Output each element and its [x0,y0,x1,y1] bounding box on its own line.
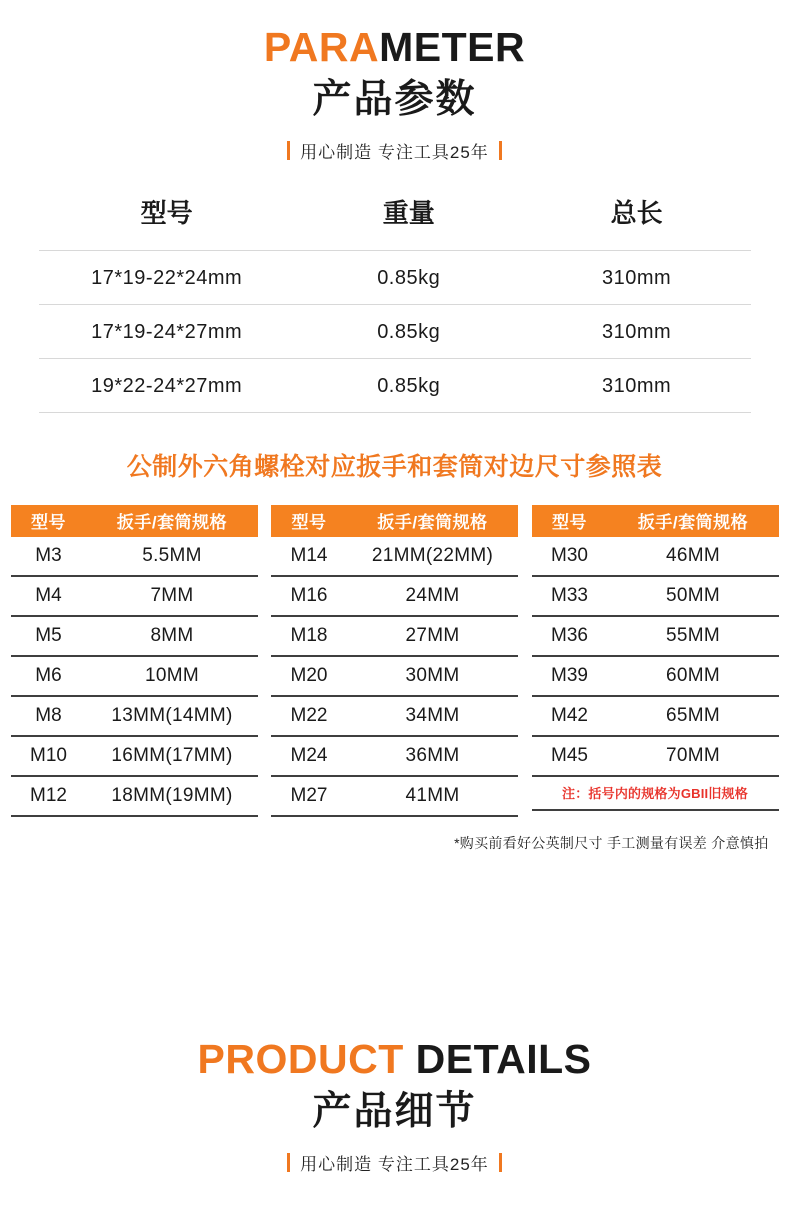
table-row [271,737,518,777]
reference-cell-model: M24 [290,744,328,766]
reference-cell-spec: 5.5MM [142,544,202,566]
reference-cell-model: M36 [551,624,588,646]
spec-cell-model: 17*19-22*24mm [39,250,295,304]
reference-cell-spec: 36MM [405,744,460,766]
details-title-en-rest: DETAILS [403,1036,592,1082]
reference-cell-spec: 70MM [666,744,720,766]
details-title-en [0,1036,789,1083]
table-row [532,577,779,617]
spec-cell-length: 310mm [523,250,751,304]
table-row [532,657,779,697]
reference-column-3-header [532,505,779,537]
spec-table [39,193,751,413]
reference-cell-model: M42 [551,704,588,726]
spec-table-header-row [39,193,751,251]
reference-cell-model: M3 [35,544,62,566]
reference-cell-spec: 65MM [666,704,720,726]
reference-header-model: 型号 [552,513,587,533]
reference-cell-model: M33 [551,584,588,606]
table-row [11,537,258,577]
reference-cell-model: M30 [551,544,588,566]
reference-column-1-header [11,505,258,537]
details-subtitle: 用心制造 专注工具25年 [300,1154,489,1174]
parameter-title-cn: 产品参数 [312,78,477,122]
table-row [11,617,258,657]
reference-cell-spec: 7MM [150,584,194,606]
reference-cell-spec: 46MM [666,544,720,566]
reference-header-model: 型号 [31,513,66,533]
spec-cell-weight: 0.85kg [295,304,523,358]
spec-header-length: 总长 [523,193,751,251]
table-row [532,537,779,577]
divider-bar-right-icon [499,141,502,160]
reference-cell-model: M8 [35,704,62,726]
divider-bar-left-icon [287,1153,290,1172]
reference-cell-model: M4 [35,584,62,606]
parameter-title-en-rest: METER [379,24,526,70]
table-row [271,657,518,697]
table-row [11,697,258,737]
reference-table-title: 公制外六角螺栓对应扳手和套筒对边尺寸参照表 [126,452,663,481]
details-title-cn: 产品细节 [312,1090,477,1134]
parameter-title-en [0,24,789,71]
reference-cell-model: M27 [290,784,328,806]
divider-bar-left-icon [287,141,290,160]
parameter-title-en-accent: PARA [263,24,380,70]
table-row [532,697,779,737]
spec-cell-model: 17*19-24*27mm [39,304,295,358]
spec-cell-model: 19*22-24*27mm [39,358,295,412]
spec-header-weight: 重量 [295,193,523,251]
reference-column-2 [271,505,518,817]
reference-cell-model: M6 [35,664,62,686]
details-title-en-accent: PRODUCT [197,1036,404,1082]
table-row [39,250,751,304]
reference-cell-spec: 27MM [405,624,460,646]
reference-cell-model: M45 [551,744,588,766]
reference-cell-model: M20 [290,664,328,686]
reference-header-spec: 扳手/套筒规格 [377,513,488,533]
details-subtitle-row [0,1150,789,1175]
reference-cell-model: M12 [30,784,67,806]
reference-cell-model: M18 [290,624,328,646]
parameter-subtitle-row [0,138,789,163]
reference-cell-spec: 34MM [405,704,460,726]
table-row [11,777,258,817]
parameter-section-header [0,0,789,163]
reference-cell-spec: 18MM(19MM) [111,784,233,806]
table-row [532,617,779,657]
reference-cell-spec: 16MM(17MM) [111,744,233,766]
reference-header-spec: 扳手/套筒规格 [637,513,749,533]
reference-cell-model: M10 [30,744,67,766]
table-row [11,737,258,777]
table-row [271,697,518,737]
reference-cell-spec: 60MM [666,664,720,686]
reference-cell-spec: 8MM [150,624,194,646]
table-row [39,358,751,412]
reference-cell-spec: 13MM(14MM) [111,704,233,726]
table-row [271,537,518,577]
spec-header-model: 型号 [39,193,295,251]
table-row [11,657,258,697]
reference-cell-spec: 50MM [666,584,720,606]
reference-cell-spec: 10MM [145,664,199,686]
reference-column-1 [11,505,258,817]
reference-cell-model: M5 [35,624,62,646]
reference-column-2-header [271,505,518,537]
reference-cell-model: M16 [290,584,328,606]
reference-header-model: 型号 [291,513,327,533]
reference-header-spec: 扳手/套筒规格 [116,513,228,533]
parameter-subtitle: 用心制造 专注工具25年 [300,142,489,162]
reference-cell-spec: 24MM [405,584,460,606]
table-row [271,617,518,657]
reference-cell-spec: 55MM [666,624,720,646]
spec-cell-length: 310mm [523,358,751,412]
table-row [271,577,518,617]
reference-tables [11,505,779,817]
spec-cell-length: 310mm [523,304,751,358]
table-row [532,737,779,777]
reference-cell-spec: 21MM(22MM) [371,544,494,566]
divider-bar-right-icon [499,1153,502,1172]
purchase-footnote: *购买前看好公英制尺寸 手工测量有误差 介意慎拍 [454,834,769,851]
reference-cell-model: M39 [551,664,588,686]
reference-cell-spec: 30MM [405,664,460,686]
reference-cell-spec: 41MM [405,784,460,806]
reference-note: 注：括号内的规格为GBII旧规格 [532,777,779,811]
reference-cell-model: M22 [290,704,328,726]
spec-cell-weight: 0.85kg [295,358,523,412]
table-row [11,577,258,617]
table-row [39,304,751,358]
spec-cell-weight: 0.85kg [295,250,523,304]
details-section-header [0,1036,789,1175]
reference-column-3 [532,505,779,811]
table-row [271,777,518,817]
reference-cell-model: M14 [290,544,328,566]
